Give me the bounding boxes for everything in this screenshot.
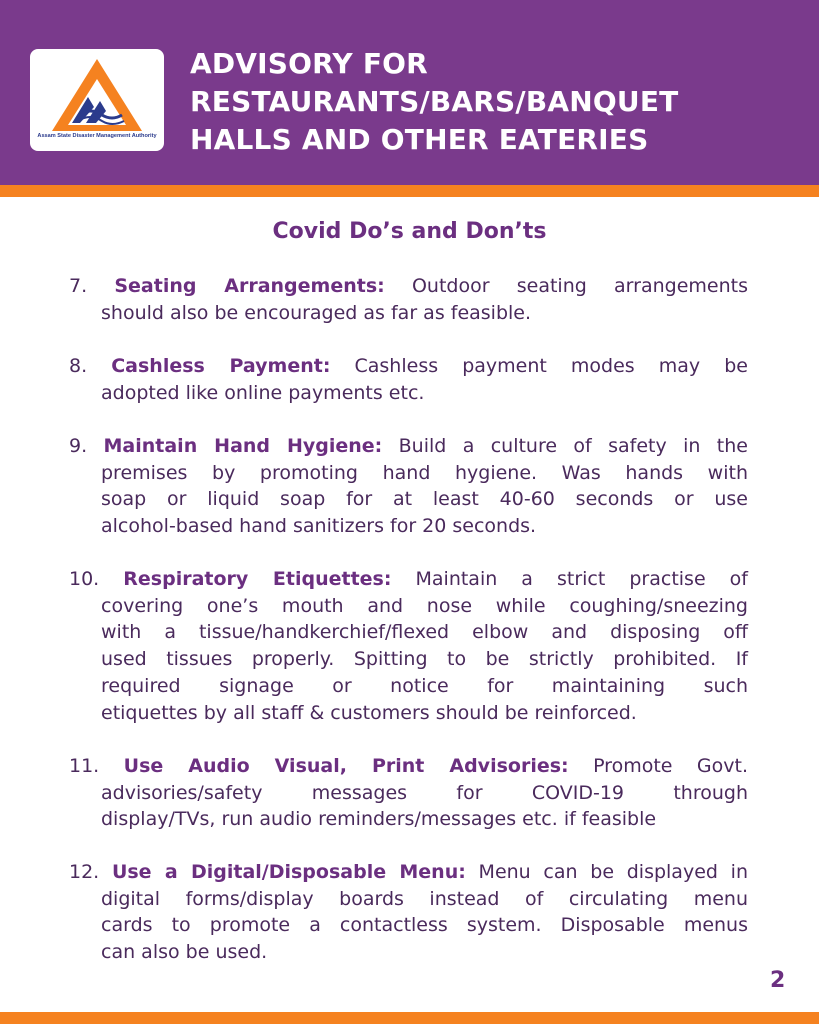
list-item bbox=[69, 273, 748, 326]
item-number: 8. bbox=[69, 355, 88, 377]
item-text: etiquettes by all staff & customers should be reinforced. bbox=[101, 701, 637, 724]
item-label: Respiratory Etiquettes: bbox=[123, 568, 392, 590]
header-banner bbox=[0, 0, 819, 185]
footer-orange-stripe bbox=[0, 1012, 819, 1024]
section-heading: Covid Do’s and Don’ts bbox=[272, 219, 547, 244]
title-line: HALLS AND OTHER EATERIES bbox=[190, 123, 649, 156]
list-item bbox=[69, 753, 748, 833]
item-text: with a tissue/handkerchief/flexed elbow and disposing off bbox=[101, 621, 748, 644]
item-text: required signage or notice for maintaining such bbox=[101, 674, 748, 697]
list-item bbox=[69, 433, 748, 540]
item-number: 12. bbox=[69, 861, 100, 883]
list-item bbox=[69, 353, 748, 406]
item-label: Maintain Hand Hygiene: bbox=[103, 435, 383, 457]
item-text: Build a culture of safety in the bbox=[398, 435, 748, 457]
asdma-logo bbox=[30, 49, 164, 151]
item-text: advisories/safety messages for COVID-19 through bbox=[101, 781, 748, 804]
list-item bbox=[69, 859, 748, 966]
item-number: 11. bbox=[69, 755, 100, 777]
triangle-logo-icon bbox=[50, 57, 144, 133]
item-number: 10. bbox=[69, 568, 100, 590]
item-label: Seating Arrangements: bbox=[114, 275, 385, 297]
item-first-line bbox=[69, 753, 748, 780]
item-first-line bbox=[69, 273, 748, 300]
list-item bbox=[69, 566, 748, 726]
item-text: digital forms/display boards instead of circulating menu bbox=[101, 887, 748, 910]
item-text: Outdoor seating arrangements bbox=[411, 275, 748, 297]
title-line: ADVISORY FOR bbox=[190, 47, 428, 80]
item-number: 7. bbox=[69, 275, 88, 297]
item-text: covering one’s mouth and nose while coughing/sneezing bbox=[101, 594, 748, 617]
item-text: adopted like online payments etc. bbox=[101, 381, 425, 404]
item-text: used tissues properly. Spitting to be strictly prohibited. If bbox=[101, 648, 748, 671]
item-first-line bbox=[69, 859, 748, 886]
item-label: Cashless Payment: bbox=[111, 355, 331, 377]
header-orange-stripe bbox=[0, 185, 819, 197]
item-text: Cashless payment modes may be bbox=[354, 355, 748, 377]
item-text: Promote Govt. bbox=[593, 755, 748, 777]
item-text: display/TVs, run audio reminders/messages etc. if feasible bbox=[101, 808, 657, 831]
item-text: soap or liquid soap for at least 40-60 seconds or use bbox=[101, 488, 748, 511]
page-title bbox=[190, 45, 790, 159]
item-text: Maintain a strict practise of bbox=[415, 568, 748, 590]
item-text: premises by promoting hand hygiene. Was hands with bbox=[101, 461, 748, 484]
page-number: 2 bbox=[770, 968, 786, 993]
item-label: Use Audio Visual, Print Advisories: bbox=[123, 755, 569, 777]
item-text: cards to promote a contactless system. Disposable menus bbox=[101, 914, 748, 937]
item-text: Menu can be displayed in bbox=[478, 861, 748, 883]
item-first-line bbox=[69, 353, 748, 380]
logo-caption: Assam State Disaster Management Authority bbox=[37, 133, 157, 139]
item-first-line bbox=[69, 566, 748, 593]
item-number: 9. bbox=[69, 435, 88, 457]
title-line: RESTAURANTS/BARS/BANQUET bbox=[190, 85, 679, 118]
item-label: Use a Digital/Disposable Menu: bbox=[111, 861, 466, 883]
item-text: can also be used. bbox=[101, 941, 268, 964]
item-text: should also be encouraged as far as feasible. bbox=[101, 301, 532, 324]
item-first-line bbox=[69, 433, 748, 460]
item-text: alcohol-based hand sanitizers for 20 seconds. bbox=[101, 515, 537, 538]
